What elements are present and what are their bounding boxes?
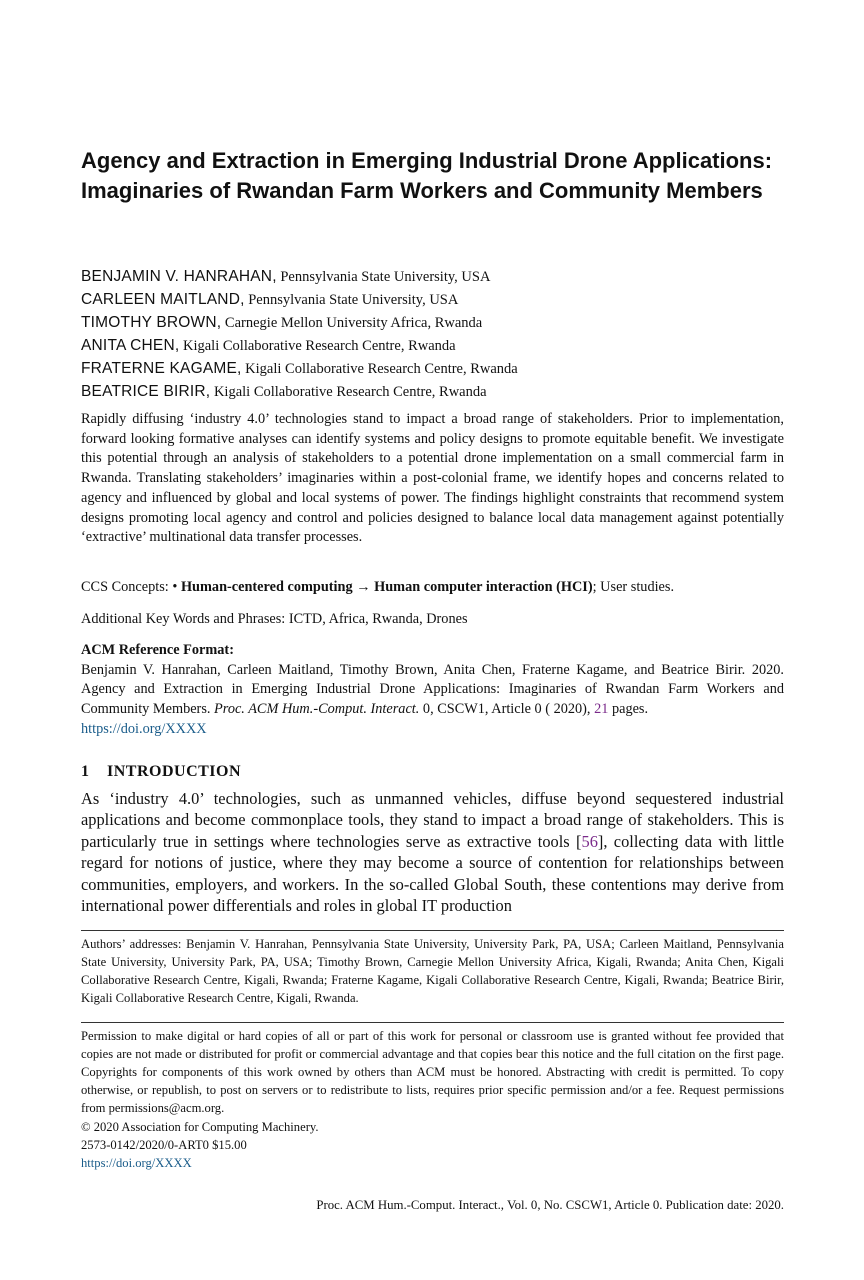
acm-reference-format [81,641,784,740]
intro-text-part: As ‘industry 4.0’ technologies, such as unmanned vehicles, diffuse beyond sequestered industrial applications and become commonplace tools, they stand to impact a broad range of stakeholders. This is particularly true in settings where technologies serve as extractive tools [ [81,789,784,851]
section-heading [81,761,241,783]
author-affiliation: Kigali Collaborative Research Centre, Rwanda [210,384,487,400]
intro-text-part: ], collecting data with little regard for notions of justice, where they may become a source of contention for relationships between communities, employers, and workers. In the so-called Global South, these contentions may derive from international power differentials and roles in global IT production [81,831,784,916]
author-affiliation: Pennsylvania State University, USA [276,269,491,285]
ccs-concepts [81,578,784,598]
author-name: TIMOTHY BROWN, [81,314,222,331]
author-entry [81,357,784,380]
author-name: BEATRICE BIRIR, [81,383,211,400]
author-affiliation: Kigali Collaborative Research Centre, Rwanda [241,361,518,377]
reference-pages-word: pages. [608,701,649,718]
ccs-subconcept: Human computer interaction (HCI) [374,579,593,595]
author-affiliation: Carnegie Mellon University Africa, Rwanda [221,315,483,331]
reference-details: 0, CSCW1, Article 0 ( 2020), [419,701,595,718]
ccs-concept: Human-centered computing [180,579,353,595]
author-entry [81,265,784,288]
author-affiliation: Kigali Collaborative Research Centre, Rwanda [179,338,456,354]
section-number: 1 [81,763,90,780]
abstract: Rapidly diffusing ‘industry 4.0’ technologies stand to impact a broad range of stakeholders. Prior to implementation, forward looking formative analyses can identify systems and policy designs to promote equitable benefit. We investigate this potential through an analysis of stakeholders to a potential drone implementation on a small commercial farm in Rwanda. Translating stakeholders’ imaginaries within a post-colonial frame, we identify hopes and concerns related to agency and influenced by global and local systems of power. The findings highlight constraints that recommend system designs promoting local agency and control and policies designed to balance local data management against potentially ‘extractive’ multinational data transfer processes. [81,411,784,546]
running-footer: Proc. ACM Hum.-Comput. Interact., Vol. 0, No. CSCW1, Article 0. Publication date: 2020. [316,1198,784,1212]
author-name: FRATERNE KAGAME, [81,360,242,377]
author-entry [81,288,784,311]
permission-divider [81,1022,784,1023]
copyright-line: © 2020 Association for Computing Machinery. [81,1120,319,1134]
author-entry [81,380,784,403]
author-name: ANITA CHEN, [81,337,180,354]
issn-line: 2573-0142/2020/0-ART0 $15.00 [81,1138,247,1152]
reference-text: Benjamin V. Hanrahan, Carleen Maitland, Timothy Brown, Anita Chen, Fraterne Kagame, and Beatrice Birir. 2020. Agency and Extraction in Emerging Industrial Drone Applications: Imaginaries of Rwandan Farm Workers and Community Members. [81,661,784,718]
reference-doi-link[interactable]: https://doi.org/XXXX [81,720,207,737]
author-addresses: Authors’ addresses: Benjamin V. Hanrahan, Pennsylvania State University, University Park, PA, USA; Carleen Maitland, Pennsylvania State University, University Park, PA, USA; Timothy Brown, Carnegie Mellon University Africa, Kigali, Rwanda; Anita Chen, Kigali Collaborative Research Centre, Kigali, Rwanda; Fraterne Kagame, Kigali Collaborative Research Centre, Kigali, Rwanda; Beatrice Birir, Kigali Collaborative Research Centre, Kigali, Rwanda. [81,937,784,1005]
introduction-text [81,788,784,916]
permission-notice: Permission to make digital or hard copies of all or part of this work for personal or classroom use is granted without fee provided that copies are not made or distributed for profit or commercial advantage and that copies bear this notice and the full citation on the first page. Copyrights for components of this work owned by others than ACM must be honored. Abstracting with credit is permitted. To copy otherwise, or republish, to post on servers or to redistribute to lists, requires prior specific permission and/or a fee. Request permissions from permissions@acm.org. [81,1029,784,1115]
reference-pages-link[interactable]: 21 [594,701,609,718]
ccs-arrow: → [356,579,371,595]
author-name: CARLEEN MAITLAND, [81,291,245,308]
author-name: BENJAMIN V. HANRAHAN, [81,268,277,285]
author-affiliation: Pennsylvania State University, USA [244,292,459,308]
author-entry [81,334,784,357]
ccs-rest: ; User studies. [592,579,675,595]
author-entry [81,311,784,334]
keywords: Additional Key Words and Phrases: ICTD, Africa, Rwanda, Drones [81,611,468,627]
footnote-divider [81,930,784,931]
paper-title: Agency and Extraction in Emerging Industrial Drone Applications: Imaginaries of Rwandan Farm Workers and Community Members [81,148,773,203]
footer-doi-link[interactable]: https://doi.org/XXXX [81,1156,192,1170]
citation-link[interactable]: 56 [581,831,598,851]
ccs-label: CCS Concepts: • [81,579,178,595]
author-list [81,265,784,403]
section-title: INTRODUCTION [107,763,242,780]
reference-heading: ACM Reference Format: [81,642,234,658]
paper-page [81,0,784,1280]
reference-journal: Proc. ACM Hum.-Comput. Interact. [214,701,420,718]
